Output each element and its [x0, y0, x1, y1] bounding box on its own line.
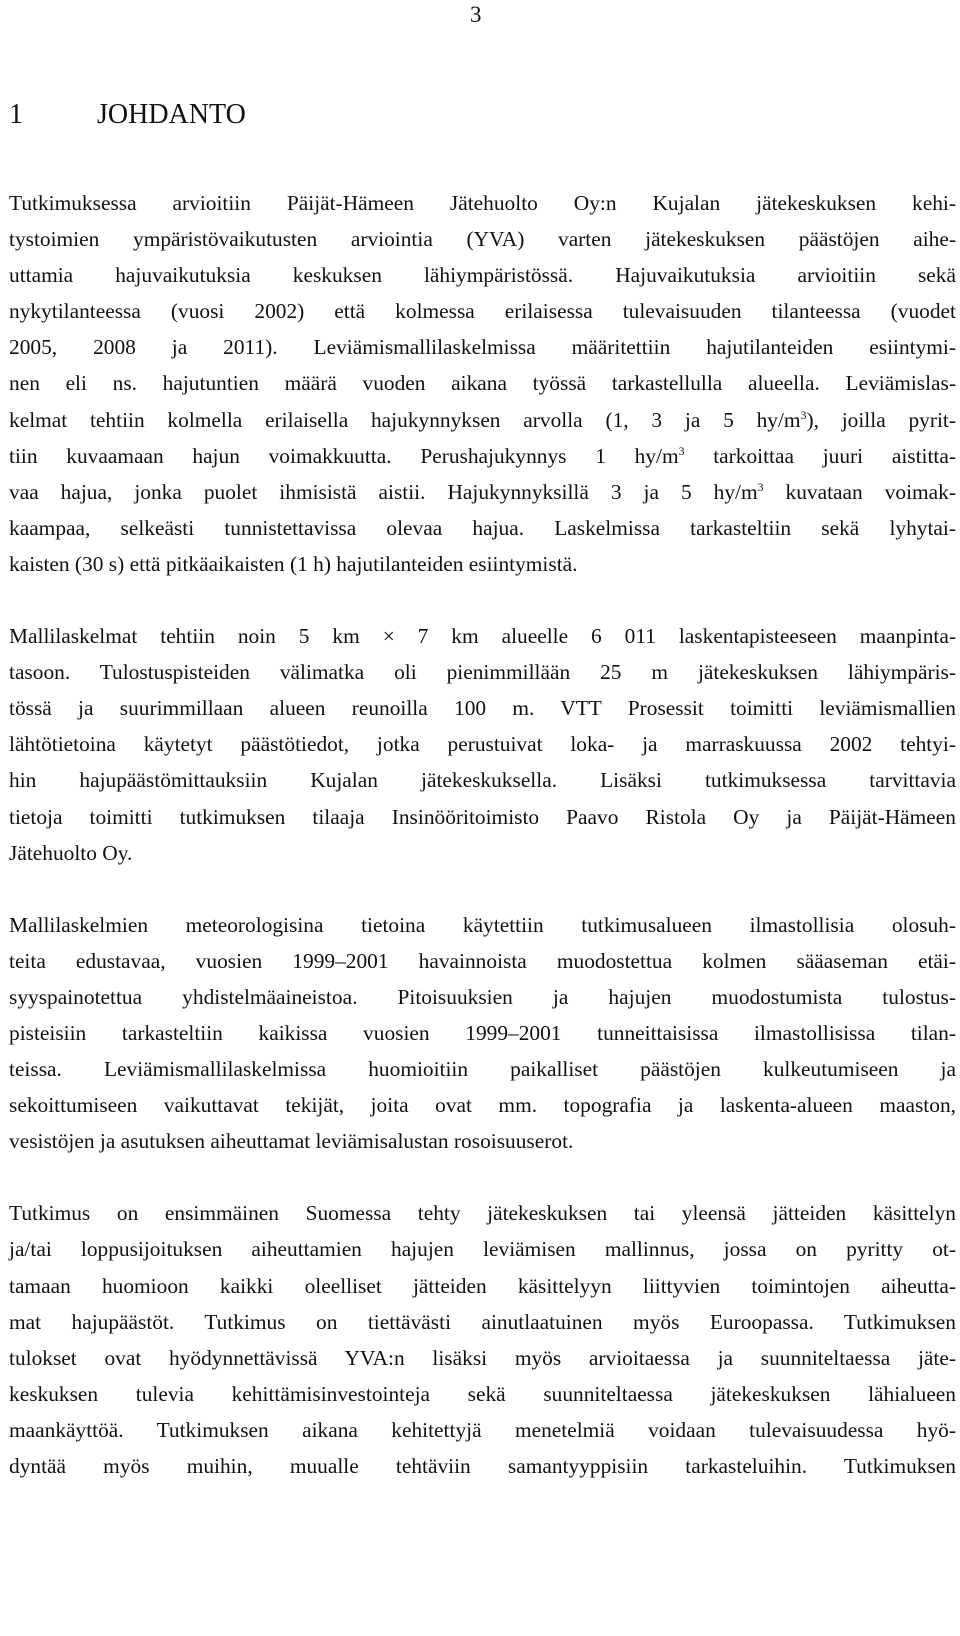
paragraph-line: kaampaa, selkeästi tunnistettavissa olevaa hajua. Laskelmissa tarkasteltiin sekä lyhytai-: [9, 515, 956, 540]
superscript: 3: [800, 408, 807, 422]
document-body: [9, 185, 956, 1484]
paragraph-line: mat hajupäästöt. Tutkimus on tiettävästi ainutlaatuinen myös Euroopassa. Tutkimuksen: [9, 1309, 956, 1334]
paragraph-line: kelmat tehtiin kolmella erilaisella hajukynnyksen arvolla (1, 3 ja 5 $hy/m^3$), joilla pyrit-: [9, 407, 956, 432]
paragraph-line: 2005, 2008 ja 2011). Leviämismallilaskelmissa määritettiin hajutilanteiden esiintymi-: [9, 335, 956, 360]
paragraph-line: teissa. Leviämismallilaskelmissa huomioitiin paikalliset päästöjen kulkeutumiseen ja: [9, 1057, 956, 1082]
paragraph-gap: [9, 1159, 956, 1195]
paragraph: [9, 185, 956, 582]
paragraph-line: kaisten (30 s) että pitkäaikaisten (1 h) hajutilanteiden esiintymistä.: [9, 551, 578, 576]
paragraph-line: sekoittumiseen vaikuttavat tekijät, joita ovat mm. topografia ja laskenta-alueen maaston,: [9, 1093, 956, 1118]
paragraph-line: vesistöjen ja asutuksen aiheuttamat leviämisalustan rosoisuuserot.: [9, 1129, 574, 1154]
paragraph-gap: [9, 871, 956, 907]
section-number: 1: [9, 99, 23, 130]
paragraph: [9, 618, 956, 871]
page-number: 3: [470, 2, 482, 27]
paragraph-line: ja/tai loppusijoituksen aiheuttamien hajujen leviämisen mallinnus, jossa on pyritty ot-: [9, 1237, 956, 1262]
section-heading: [9, 98, 246, 132]
paragraph-line: maankäyttöä. Tutkimuksen aikana kehitettyjä menetelmiä voidaan tulevaisuudessa hyö-: [9, 1417, 956, 1442]
paragraph-line: pisteisiin tarkasteltiin kaikissa vuosien 1999–2001 tunneittaisissa ilmastollisissa tilan-: [9, 1020, 956, 1045]
superscript: 3: [678, 444, 685, 458]
paragraph-line: syyspainotettua yhdistelmäaineistoa. Pitoisuuksien ja hajujen muodostumista tulostus-: [9, 984, 956, 1009]
paragraph-line: Mallilaskelmien meteorologisina tietoina käytettiin tutkimusalueen ilmastollisia olosuh-: [9, 912, 956, 937]
paragraph-line: uttamia hajuvaikutuksia keskuksen lähiympäristössä. Hajuvaikutuksia arvioitiin sekä: [9, 263, 956, 288]
paragraph-line: Tutkimus on ensimmäinen Suomessa tehty jätekeskuksen tai yleensä jätteiden käsittelyn: [9, 1201, 956, 1226]
paragraph-line: tamaan huomioon kaikki oleelliset jätteiden käsittelyyn liittyvien toimintojen aiheutta-: [9, 1273, 956, 1298]
paragraph-line: teita edustavaa, vuosien 1999–2001 havainnoista muodostettua kolmen sääaseman etäi-: [9, 948, 956, 973]
paragraph-line: lähtötietoina käytetyt päästötiedot, jotka perustuivat loka- ja marraskuussa 2002 tehtyi-: [9, 732, 956, 757]
paragraph-line: keskuksen tulevia kehittämisinvestointeja sekä suunniteltaessa jätekeskuksen lähialueen: [9, 1381, 956, 1406]
superscript: 3: [757, 480, 764, 494]
paragraph-line: tystoimien ympäristövaikutusten arviointia (YVA) varten jätekeskuksen päästöjen aihe-: [9, 227, 956, 252]
paragraph-line: Mallilaskelmat tehtiin noin 5 km × 7 km alueelle 6 011 laskentapisteeseen maanpinta-: [9, 624, 956, 649]
paragraph-line: nykytilanteessa (vuosi 2002) että kolmessa erilaisessa tulevaisuuden tilanteessa (vuodet: [9, 299, 956, 324]
paragraph-line: tasoon. Tulostuspisteiden välimatka oli pienimmillään 25 m jätekeskuksen lähiympäris-: [9, 660, 956, 685]
paragraph-line: tulokset ovat hyödynnettävissä YVA:n lisäksi myös arvioitaessa ja suunniteltaessa jäte-: [9, 1345, 956, 1370]
paragraph-line: tössä ja suurimmillaan alueen reunoilla 100 m. VTT Prosessit toimitti leviämismallien: [9, 696, 956, 721]
paragraph-gap: [9, 582, 956, 618]
section-title: JOHDANTO: [97, 99, 246, 130]
paragraph-line: hin hajupäästömittauksiin Kujalan jätekeskuksella. Lisäksi tutkimuksessa tarvittavia: [9, 768, 956, 793]
paragraph-line: tietoja toimitti tutkimuksen tilaaja Insinööritoimisto Paavo Ristola Oy ja Päijät-Hämeen: [9, 804, 956, 829]
paragraph-line: nen eli ns. hajutuntien määrä vuoden aikana työssä tarkastellulla alueella. Leviämislas-: [9, 371, 956, 396]
paragraph-line: Tutkimuksessa arvioitiin Päijät-Hämeen Jätehuolto Oy:n Kujalan jätekeskuksen kehi-: [9, 191, 956, 215]
paragraph-line: vaa hajua, jonka puolet ihmisistä aistii. Hajukynnyksillä 3 ja 5 $hy/m^3$ kuvataan voimak-: [9, 479, 956, 504]
paragraph-line: Jätehuolto Oy.: [9, 840, 133, 865]
paragraph-line: dyntää myös muihin, muualle tehtäviin samantyyppisiin tarkasteluihin. Tutkimuksen: [9, 1454, 956, 1478]
paragraph: [9, 1195, 956, 1484]
paragraph-line: tiin kuvaamaan hajun voimakkuutta. Perushajukynnys 1 $hy/m^3$ tarkoittaa juuri aistitta-: [9, 443, 956, 468]
paragraph: [9, 907, 956, 1160]
